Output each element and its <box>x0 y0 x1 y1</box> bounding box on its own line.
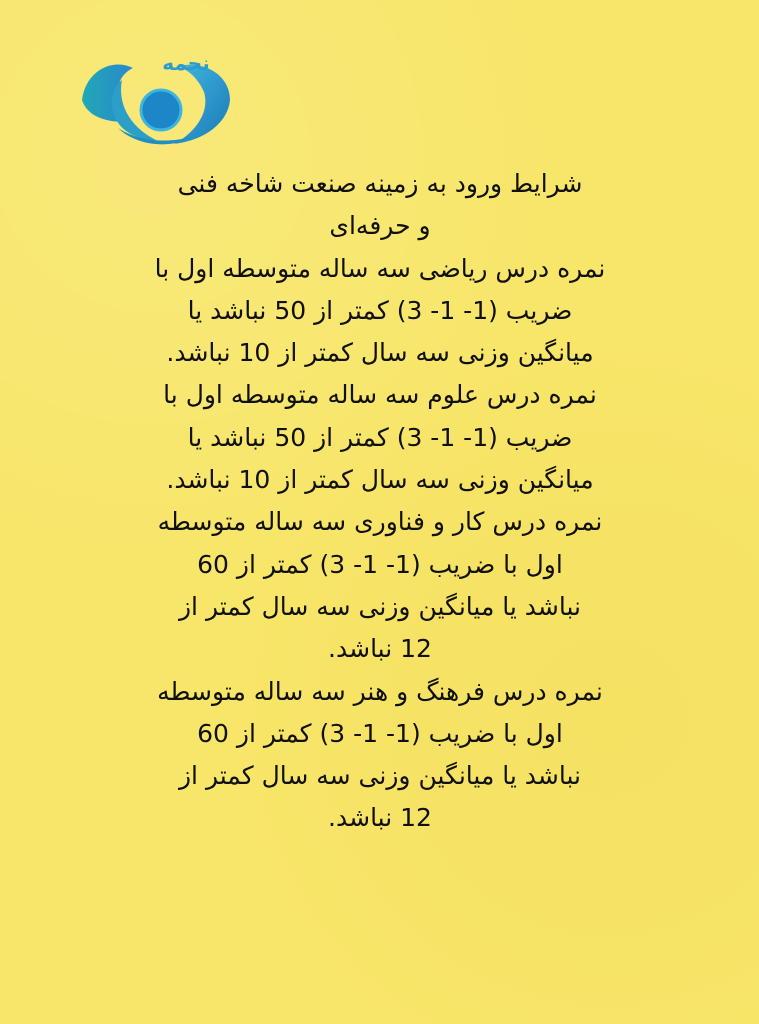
text-line: 12 نباشد. <box>328 803 432 833</box>
title-line: شرایط ورود به زمینه صنعت شاخه فنی <box>177 169 583 198</box>
document-body <box>95 163 665 840</box>
text-line: نمره درس علوم سه ساله متوسطه اول با <box>163 380 597 410</box>
text-line: اول با ضریب (1- 1- 3) کمتر از 60 <box>197 718 563 748</box>
text-line: 12 نباشد. <box>328 634 432 664</box>
text-line: نمره درس فرهنگ و هنر سه ساله متوسطه <box>157 676 603 706</box>
text-line: میانگین وزنی سه سال کمتر از 10 نباشد. <box>166 465 594 495</box>
text-line: نباشد یا میانگین وزنی سه سال کمتر از <box>178 591 581 621</box>
logo-text: نجمه <box>162 51 210 75</box>
text-line: میانگین وزنی سه سال کمتر از 10 نباشد. <box>166 338 594 368</box>
text-line: ضریب (1- 1- 3) کمتر از 50 نباشد یا <box>187 422 573 452</box>
text-line: نباشد یا میانگین وزنی سه سال کمتر از <box>178 761 581 791</box>
text-line: اول با ضریب (1- 1- 3) کمتر از 60 <box>197 549 563 579</box>
text-line: نمره درس ریاضی سه ساله متوسطه اول با <box>154 253 606 283</box>
logo <box>78 40 234 152</box>
title-line: و حرفه‌ای <box>329 211 431 241</box>
text-line: نمره درس کار و فناوری سه ساله متوسطه <box>157 507 603 537</box>
logo-emblem-icon <box>78 40 234 152</box>
text-line: ضریب (1- 1- 3) کمتر از 50 نباشد یا <box>187 295 573 325</box>
